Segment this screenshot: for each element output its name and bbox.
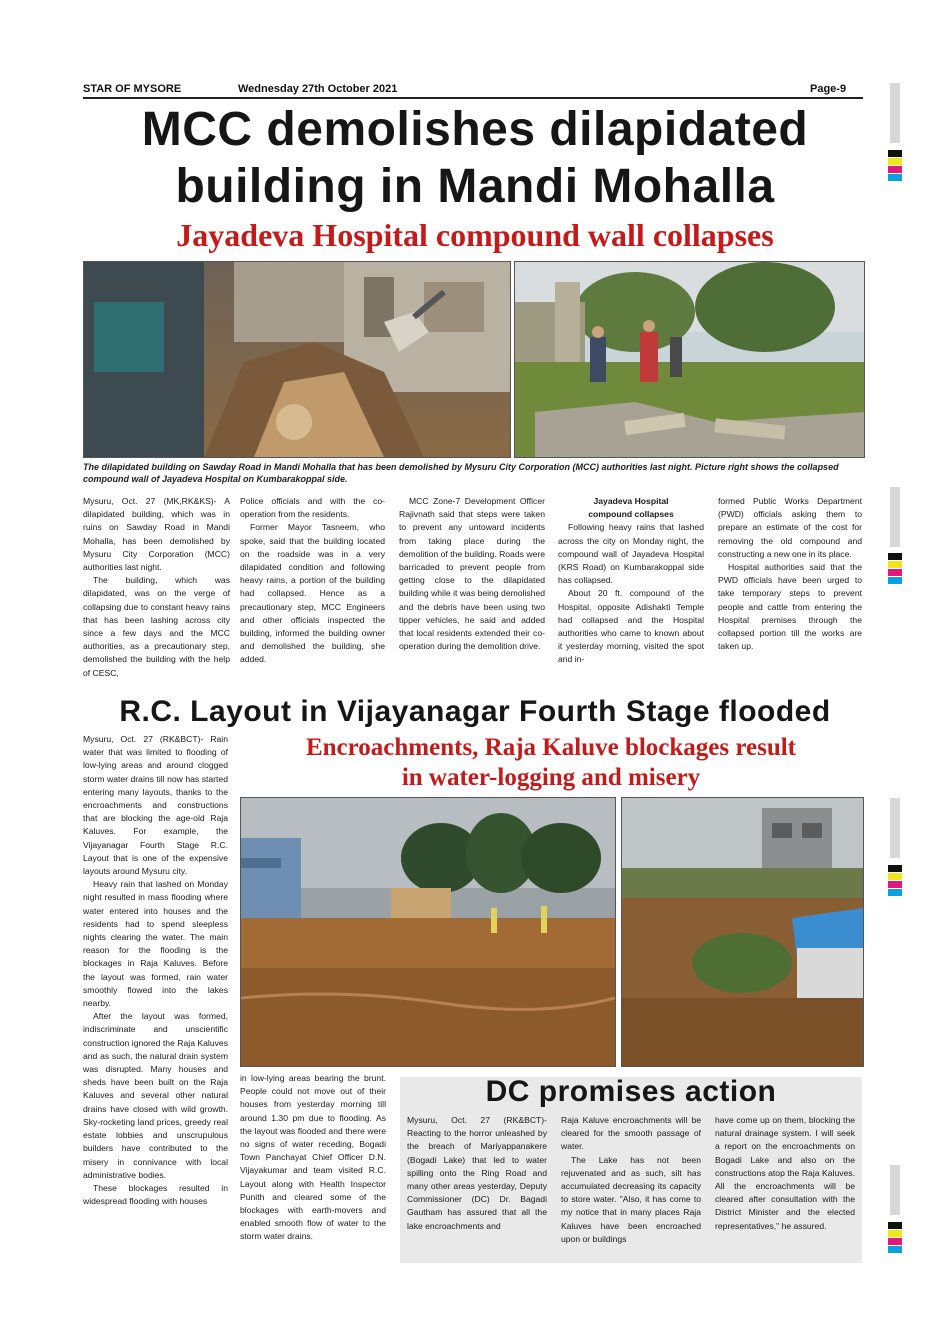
story1-photo-caption: The dilapidated building on Sawday Road in Mandi Mohalla that has been demolished by Mysuru City Corporation (MCC) authorities last night. Picture right shows the collapsed compound wall of Jayadeva Hospital on Kumbarakoppal side.: [83, 462, 839, 484]
story3-col2-para: Raja Kaluve encroachments will be cleared for the smooth passage of water.: [561, 1115, 701, 1152]
registration-yellow: [888, 561, 902, 568]
masthead-rule: [83, 97, 863, 99]
story2-col1-para: After the layout was formed, indiscriminate and unscientific construction ignored the Raja Kaluves and as such, the natural drain system was disrupted. Many houses and sheds have been built on the Raja Kaluves and several other natural drains have closed with wild growth. Sky-rocketing land prices, greedy real estate lobbies and unscrupulous builders have contributed to the misery in connivance with local administrative bodies.: [83, 1011, 228, 1180]
story2-col1-para: Mysuru, Oct. 27 (RK&BCT)- Rain water that was limited to flooding of low-lying areas and around clogged storm water drains till now has started entering many layouts, thanks to the encroachments and constructions that are blocking the age-old Raja Kaluves. For example, the Vijayanagar Fourth Stage R.C. Layout that is one of the expensive layouts around Mysuru city.: [83, 734, 228, 877]
print-colorbar: [890, 798, 900, 858]
story1-col5-para: Hospital authorities said that the PWD officials have been urged to take temporary steps to prevent people and cattle from entering the Hospital premises through the collapsed portion till the works are taken up.: [718, 562, 862, 652]
registration-cyan: [888, 1246, 902, 1253]
story1-col2-para: Police officials and with the co-operation from the residents.: [240, 496, 385, 520]
page-number: Page-9: [810, 83, 847, 95]
photo-collapsed-wall: [514, 261, 865, 458]
registration-magenta: [888, 1238, 902, 1245]
registration-black: [888, 865, 902, 872]
story1-headline-line1: MCC demolishes dilapidated: [141, 103, 809, 156]
photo-demolished-building: [83, 261, 511, 458]
story1-column-4: [558, 495, 704, 667]
story3-headline: DC promises action: [485, 1075, 777, 1108]
story1-col1-para: Mysuru, Oct. 27 (MK,RK&KS)- A dilapidated building, which was in ruins on Sawday Road in Mandi Mohalla, has been demolished by Mysuru City Corporation (MCC) authorities last night.: [83, 496, 230, 573]
registration-magenta: [888, 166, 902, 173]
issue-date: Wednesday 27th October 2021: [238, 83, 398, 95]
photo-flooded-houses: [621, 797, 864, 1067]
registration-cyan: [888, 889, 902, 896]
story3-column-3: [715, 1114, 855, 1233]
demolition-scene-image: [84, 262, 510, 457]
print-colorbar: [890, 83, 900, 143]
print-colorbar: [890, 1165, 900, 1215]
registration-yellow: [888, 1230, 902, 1237]
story1-col4-para: Following heavy rains that lashed across the city on Monday night, the compound wall of Jayadeva Hospital (KRS Road) on Kumbarakoppal side has collapsed.: [558, 522, 704, 586]
story1-column-3: [399, 495, 545, 653]
story1-subheadline: Jayadeva Hospital compound wall collapses: [176, 217, 774, 253]
story2-headline: R.C. Layout in Vijayanagar Fourth Stage flooded: [119, 695, 831, 728]
story3-col2-para: The Lake has not been rejuvenated and as such, silt has accumulated decreasing its capacity to store water. "Also, it has come to my notice that in many places Raja Kaluves have been encroached upon or buildings: [561, 1154, 701, 1244]
story2-column-1: [83, 733, 228, 1208]
story2-col1-para: These blockages resulted in widespread flooding with houses: [83, 1182, 228, 1207]
collapsed-wall-scene-image: [515, 262, 864, 457]
story1-col4-subhead: compound collapses: [588, 509, 674, 520]
story1-column-2: [240, 495, 385, 667]
registration-cyan: [888, 174, 902, 181]
registration-black: [888, 150, 902, 157]
registration-cyan: [888, 577, 902, 584]
photo-flooded-layout: [240, 797, 616, 1067]
paper-name: STAR OF MYSORE: [83, 83, 182, 95]
print-colorbar: [890, 487, 900, 547]
registration-magenta: [888, 881, 902, 888]
registration-yellow: [888, 873, 902, 880]
story1-col5-para: formed Public Works Department (PWD) officials asking them to prepare an estimate of the cost for removing the old compound and constructing a new one in its place.: [718, 496, 862, 559]
story1-col4-para: About 20 ft. compound of the Hospital, opposite Adishakti Temple had collapsed and the Hospital authorities who came to known about it yesterday morning, visited the spot and in-: [558, 588, 704, 665]
story3-col3-para: have come up on them, blocking the natural drainage system. I will seek a report on the encroachments on Bogadi Lake and also on the constructions atop the Raja Kaluves. All the encroachments will be cleared after consultation with the District Minister and the elected representatives," he assured.: [715, 1115, 855, 1231]
registration-yellow: [888, 158, 902, 165]
story3-col1-para: Mysuru, Oct. 27 (RK&BCT)- Reacting to the horror unleashed by the breach of Mariyappanakere (Bogadi Lake) that led to water spilling onto the Ring Road and many other areas yesterday, Deputy Commissioner (DC) Dr. Bagadi Gautham has assured that all the lake encroachments and: [407, 1115, 547, 1231]
story1-headline-line2: building in Mandi Mohalla: [175, 160, 775, 213]
story1-col1-para: The building, which was dilapidated, was on the verge of collapsing due to constant heavy rains that has been lashing across city since a few days and the MCC authorities, as a precautionary step, demolished the building with the help of CESC,: [83, 575, 230, 678]
registration-magenta: [888, 569, 902, 576]
story1-col3-para: MCC Zone-7 Development Officer Rajivnath said that steps were taken to prevent any untoward incidents from taking place during the demolition of the building. Roads were barricaded to prevent people from getting close to the dilapidated building while it was being demolished and the debris have been using two tipper vehicles, he said and added that local residents extended their co-operation during the demolition drive.: [399, 496, 545, 652]
story2-col1-para: Heavy rain that lashed on Monday night resulted in mass flooding where water entered into houses and the residents had to spend sleepless nights clearing the water. The main reason for the flooding is the blockages in Raja Kaluves. Before the layout was formed, rain water smoothly flowed into the lakes nearby.: [83, 879, 228, 1009]
story2-subheadline-line1: Encroachments, Raja Kaluve blockages result: [305, 734, 797, 761]
story3-column-1: [407, 1114, 547, 1233]
story2-column-2: [240, 1072, 386, 1244]
story1-column-1: [83, 495, 230, 680]
registration-black: [888, 553, 902, 560]
story2-subheadline-line2: in water-logging and misery: [401, 764, 701, 791]
story1-col2-para: Former Mayor Tasneem, who spoke, said that the building located on the roadside was in a very dilapidated condition and following heavy rains, a portion of the building had collapsed. Hence as a precautionary step, MCC Engineers and other officials inspected the building, informed the building owner and demolished the building, she added.: [240, 522, 385, 665]
story2-col2-para: in low-lying areas bearing the brunt. People could not move out of their houses from yesterday morning till around 1.30 pm due to flooding. As the layout was flooded and there were no signs of water receding, Bogadi Town Panchayat Chief Officer D.N. Vijayakumar and team visited R.C. Layout along with Health Inspector Punith and cleared some of the blockages with earth-movers and enabled smooth flow of water to the storm water drains.: [240, 1073, 386, 1242]
flooded-layout-scene-image: [241, 798, 615, 1066]
story1-col4-subhead: Jayadeva Hospital: [593, 496, 669, 506]
story3-column-2: [561, 1114, 701, 1246]
flooded-houses-scene-image: [622, 798, 863, 1066]
story1-column-5: [718, 495, 862, 653]
registration-black: [888, 1222, 902, 1229]
